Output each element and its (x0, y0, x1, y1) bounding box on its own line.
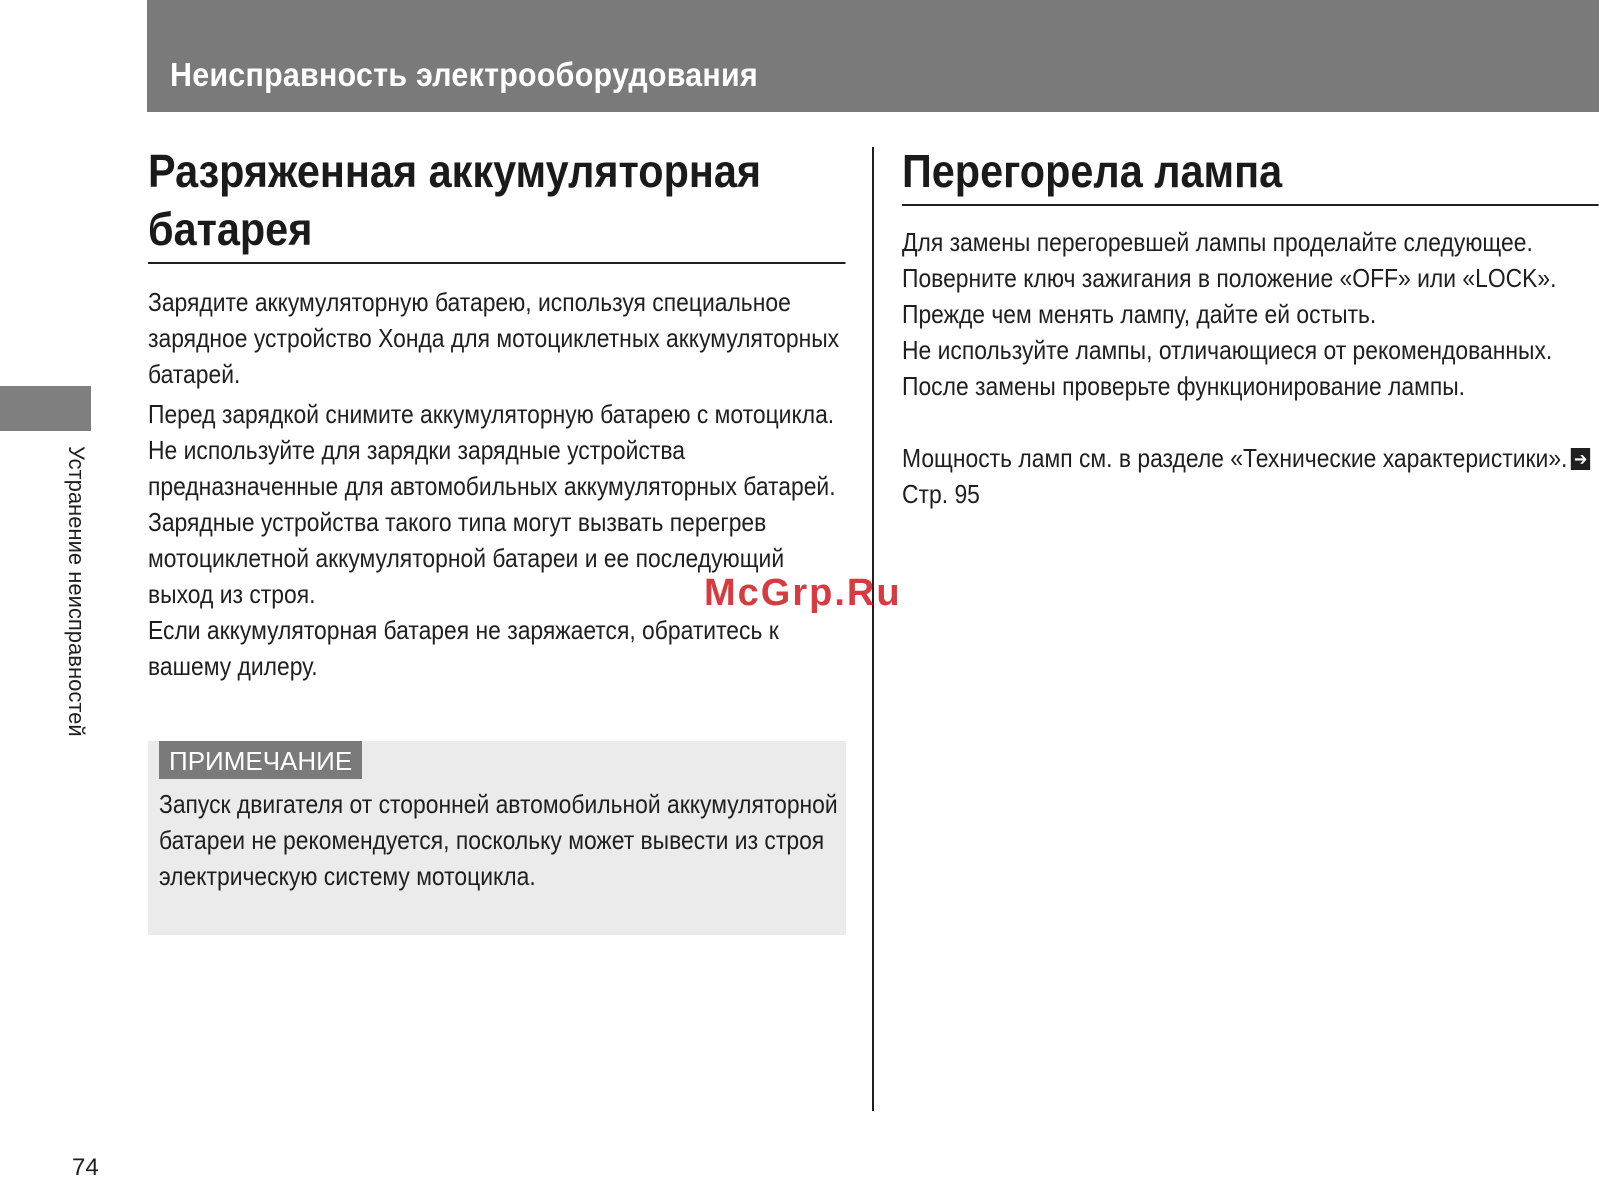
arrow-right-icon: ➔ (1571, 448, 1590, 470)
page-number: 74 (72, 1154, 99, 1181)
watermark: McGrp.Ru (704, 572, 902, 614)
note-label: ПРИМЕЧАНИЕ (159, 741, 362, 779)
lamp-step-2: Прежде чем менять лампу, дайте ей остыть. (902, 299, 1377, 329)
header-title: Неисправность электрооборудования (170, 56, 758, 93)
lamp-reference-text: Мощность ламп см. в разделе «Технические характеристики». (902, 443, 1568, 473)
lamp-section (902, 142, 1599, 512)
column-divider (872, 147, 874, 1111)
note-text: Запуск двигателя от сторонней автомобильной аккумуляторной батареи не рекомендуется, поскольку может вывести из строя электрическую систему мотоцикла. (159, 789, 838, 891)
battery-section-title: Разряженная аккумуляторная батарея (148, 142, 845, 264)
lamp-section-title: Перегорела лампа (902, 142, 1598, 206)
header-bar (147, 0, 1599, 112)
lamp-step-3: Не используйте лампы, отличающиеся от рекомендованных. (902, 335, 1553, 365)
side-tab (0, 386, 91, 431)
battery-paragraph-1: Зарядите аккумуляторную батарею, используя специальное зарядное устройство Хонда для мотоциклетных аккумуляторных батарей. (148, 287, 840, 389)
battery-paragraph-3: Не используйте для зарядки зарядные устройства предназначенные для автомобильных аккумуляторных батарей. Зарядные устройства такого типа могут вызвать перегрев мотоциклетной аккумуляторной батареи и ее последующий выход из строя. (148, 435, 836, 609)
lamp-reference-page[interactable]: Стр. 95 (902, 479, 980, 509)
battery-paragraph-4: Если аккумуляторная батарея не заряжается, обратитесь к вашему дилеру. (148, 615, 779, 681)
note-box (148, 741, 846, 935)
lamp-step-1: Поверните ключ зажигания в положение «OFF» или «LOCK». (902, 263, 1557, 293)
side-section-label: Устранение неисправностей (64, 446, 89, 737)
lamp-intro: Для замены перегоревшей лампы проделайте следующее. (902, 227, 1533, 257)
lamp-reference (902, 440, 1599, 512)
lamp-step-4: После замены проверьте функционирование лампы. (902, 371, 1466, 401)
battery-paragraph-2: Перед зарядкой снимите аккумуляторную батарею с мотоцикла. (148, 399, 835, 429)
